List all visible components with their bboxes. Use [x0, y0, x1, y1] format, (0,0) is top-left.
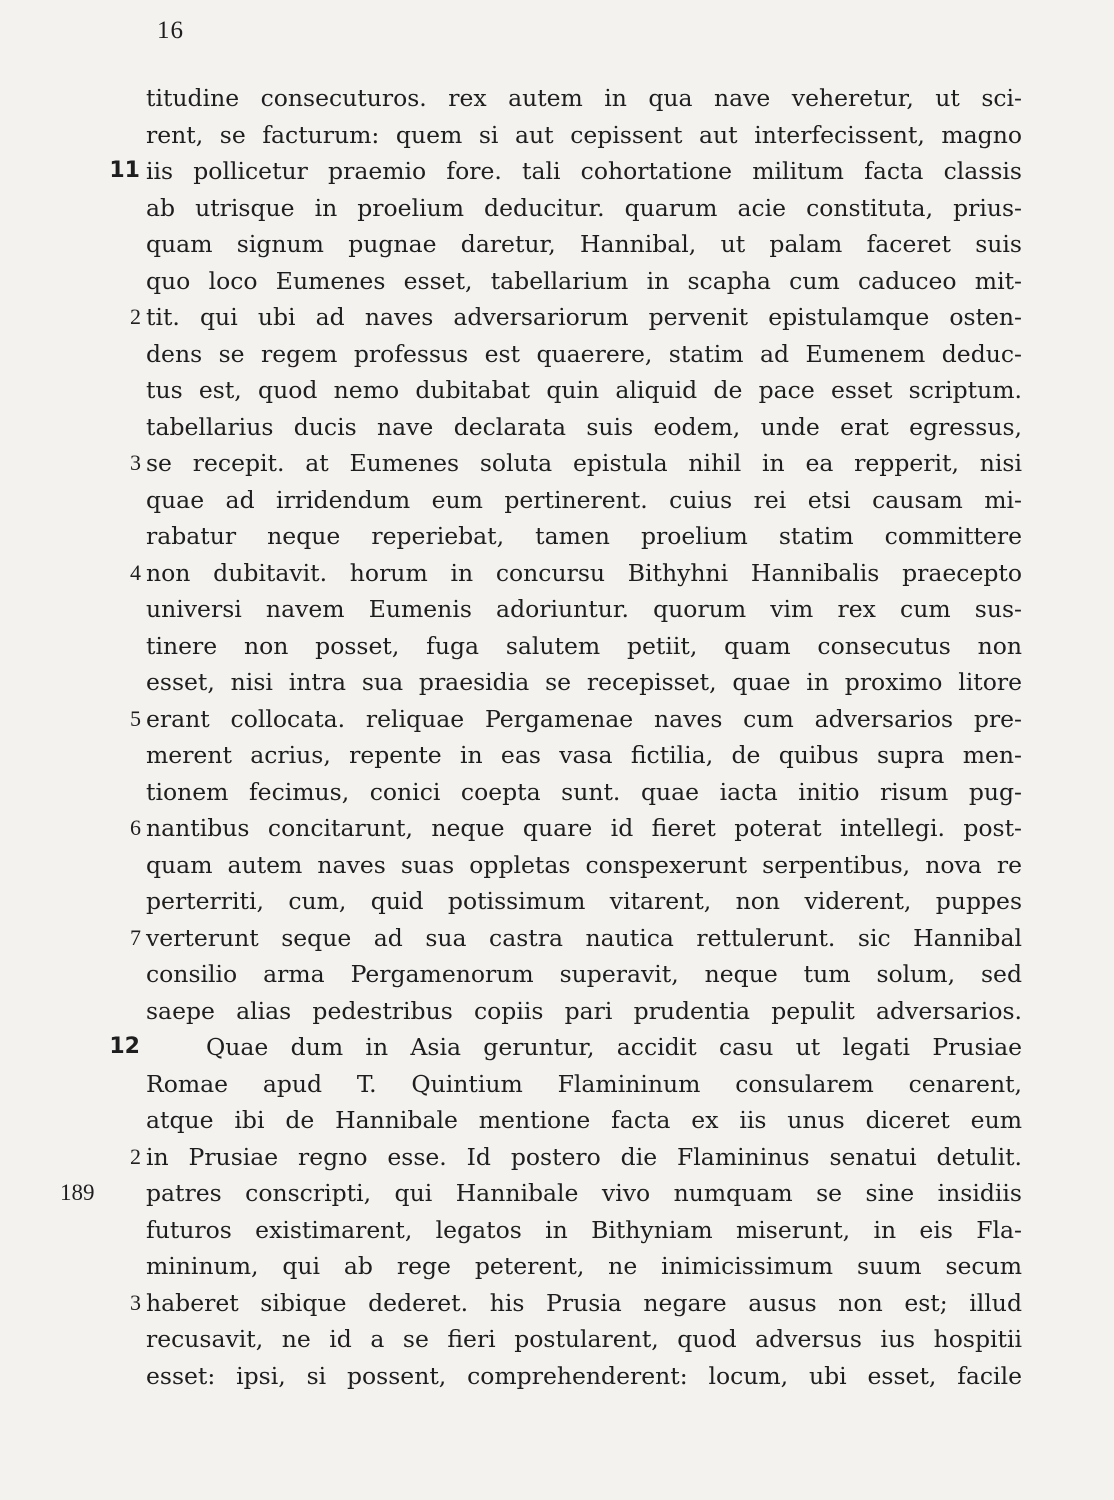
- text-line: [146, 628, 1022, 665]
- text-line: [146, 263, 1022, 300]
- text-line: [130, 555, 1022, 592]
- text-line: [146, 1321, 1022, 1358]
- page-number: 16: [157, 17, 184, 44]
- line-text: Quae dum in Asia geruntur, accidit casu ut legati Prusiae: [206, 1033, 1022, 1061]
- line-text: non dubitavit. horum in concursu Bithyhni Hannibalis praecepto: [146, 558, 1022, 587]
- line-text: tionem fecimus, conici coepta sunt. quae iacta initio risum pug-: [146, 777, 1022, 806]
- text-line: [146, 372, 1022, 409]
- section-number: 3: [130, 450, 141, 475]
- section-number: 2: [130, 304, 141, 329]
- text-line: [146, 664, 1022, 701]
- line-text: verterunt seque ad sua castra nautica rettulerunt. sic Hannibal: [146, 923, 1022, 952]
- text-line: [130, 299, 1022, 336]
- text-line: [146, 1358, 1022, 1395]
- text-line: [146, 1248, 1022, 1285]
- section-number: 5: [130, 705, 141, 731]
- latin-text-block: [60, 80, 1022, 1394]
- line-text: quae ad irridendum eum pertinerent. cuius rei etsi causam mi-: [146, 485, 1022, 514]
- year-margin-note: 189: [60, 1180, 95, 1205]
- text-line: [146, 518, 1022, 555]
- text-line: [146, 80, 1022, 117]
- line-text: nantibus concitarunt, neque quare id fieret poterat intellegi. post-: [146, 814, 1022, 842]
- text-line: [146, 482, 1022, 519]
- text-line: [130, 810, 1022, 847]
- text-line: [146, 1102, 1022, 1139]
- text-line: [130, 1285, 1022, 1322]
- text-line: [146, 409, 1022, 446]
- text-line: [146, 336, 1022, 373]
- text-line: [146, 591, 1022, 628]
- text-line: [146, 117, 1022, 154]
- line-text: tabellarius ducis nave declarata suis eodem, unde erat egressus,: [146, 412, 1022, 441]
- line-text: atque ibi de Hannibale mentione facta ex iis unus diceret eum: [146, 1106, 1022, 1134]
- text-line: [146, 956, 1022, 993]
- line-text: haberet sibique dederet. his Prusia negare ausus non est; illud: [146, 1288, 1022, 1317]
- line-text: recusavit, ne id a se fieri postularent, quod adversus ius hospitii: [146, 1325, 1022, 1353]
- line-text: rent, se facturum: quem si aut cepissent aut interfecissent, magno: [146, 120, 1022, 149]
- line-text: tus est, quod nemo dubitabat quin aliquid de pace esset scriptum.: [146, 376, 1022, 404]
- text-line: [109, 1029, 1022, 1066]
- line-text: universi navem Eumenis adoriuntur. quorum vim rex cum sus-: [146, 595, 1022, 623]
- text-line: [130, 920, 1022, 957]
- chapter-number: 12: [109, 1034, 140, 1059]
- line-text: saepe alias pedestribus copiis pari prudentia pepulit adversarios.: [146, 996, 1022, 1025]
- line-text: futuros existimarent, legatos in Bithyniam miserunt, in eis Fla-: [146, 1215, 1022, 1244]
- text-line: [146, 883, 1022, 920]
- text-line: [60, 1175, 1022, 1212]
- section-number: 4: [130, 559, 141, 585]
- line-text: quam signum pugnae daretur, Hannibal, ut palam faceret suis: [146, 230, 1022, 258]
- line-text: rabatur neque reperiebat, tamen proelium statim committere: [146, 522, 1022, 550]
- text-line: [146, 774, 1022, 811]
- line-text: quam autem naves suas oppletas conspexerunt serpentibus, nova re: [146, 850, 1022, 879]
- text-line: [146, 847, 1022, 884]
- line-text: consilio arma Pergamenorum superavit, neque tum solum, sed: [146, 960, 1022, 988]
- line-text: se recepit. at Eumenes soluta epistula nihil in ea repperit, nisi: [146, 449, 1022, 477]
- text-line: [146, 1066, 1022, 1103]
- line-text: in Prusiae regno esse. Id postero die Flamininus senatui detulit.: [146, 1142, 1022, 1171]
- text-line: [146, 737, 1022, 774]
- line-text: mininum, qui ab rege peterent, ne inimicissimum suum secum: [146, 1252, 1022, 1280]
- line-text: Romae apud T. Quintium Flamininum consularem cenarent,: [146, 1069, 1022, 1098]
- line-text: quo loco Eumenes esset, tabellarium in scapha cum caduceo mit-: [146, 266, 1022, 295]
- text-line: [146, 190, 1022, 227]
- line-text: tinere non posset, fuga salutem petiit, quam consecutus non: [146, 631, 1022, 660]
- line-text: dens se regem professus est quaerere, statim ad Eumenem deduc-: [146, 339, 1022, 368]
- text-line: [130, 701, 1022, 738]
- text-line: [146, 226, 1022, 263]
- text-line: [130, 445, 1022, 482]
- text-line: [130, 1139, 1022, 1176]
- section-number: 7: [130, 924, 141, 950]
- line-text: tit. qui ubi ad naves adversariorum pervenit epistulamque osten-: [146, 303, 1022, 331]
- line-text: titudine consecuturos. rex autem in qua nave veheretur, ut sci-: [146, 84, 1022, 112]
- text-line: [146, 1212, 1022, 1249]
- line-text: iis pollicetur praemio fore. tali cohortatione militum facta classis: [146, 157, 1022, 185]
- chapter-number: 11: [109, 158, 140, 183]
- section-number: 6: [130, 815, 141, 840]
- line-text: esset, nisi intra sua praesidia se recepisset, quae in proximo litore: [146, 668, 1022, 696]
- line-text: ab utrisque in proelium deducitur. quarum acie constituta, prius-: [146, 193, 1022, 222]
- text-line: [146, 993, 1022, 1030]
- line-text: esset: ipsi, si possent, comprehenderent: locum, ubi esset, facile: [146, 1361, 1022, 1390]
- section-number: 2: [130, 1143, 141, 1169]
- line-text: erant collocata. reliquae Pergamenae naves cum adversarios pre-: [146, 704, 1022, 733]
- text-line: [109, 153, 1022, 190]
- line-text: perterriti, cum, quid potissimum vitarent, non viderent, puppes: [146, 887, 1022, 915]
- section-number: 3: [130, 1289, 141, 1315]
- line-text: patres conscripti, qui Hannibale vivo numquam se sine insidiis: [146, 1179, 1022, 1207]
- line-text: merent acrius, repente in eas vasa fictilia, de quibus supra men-: [146, 741, 1022, 769]
